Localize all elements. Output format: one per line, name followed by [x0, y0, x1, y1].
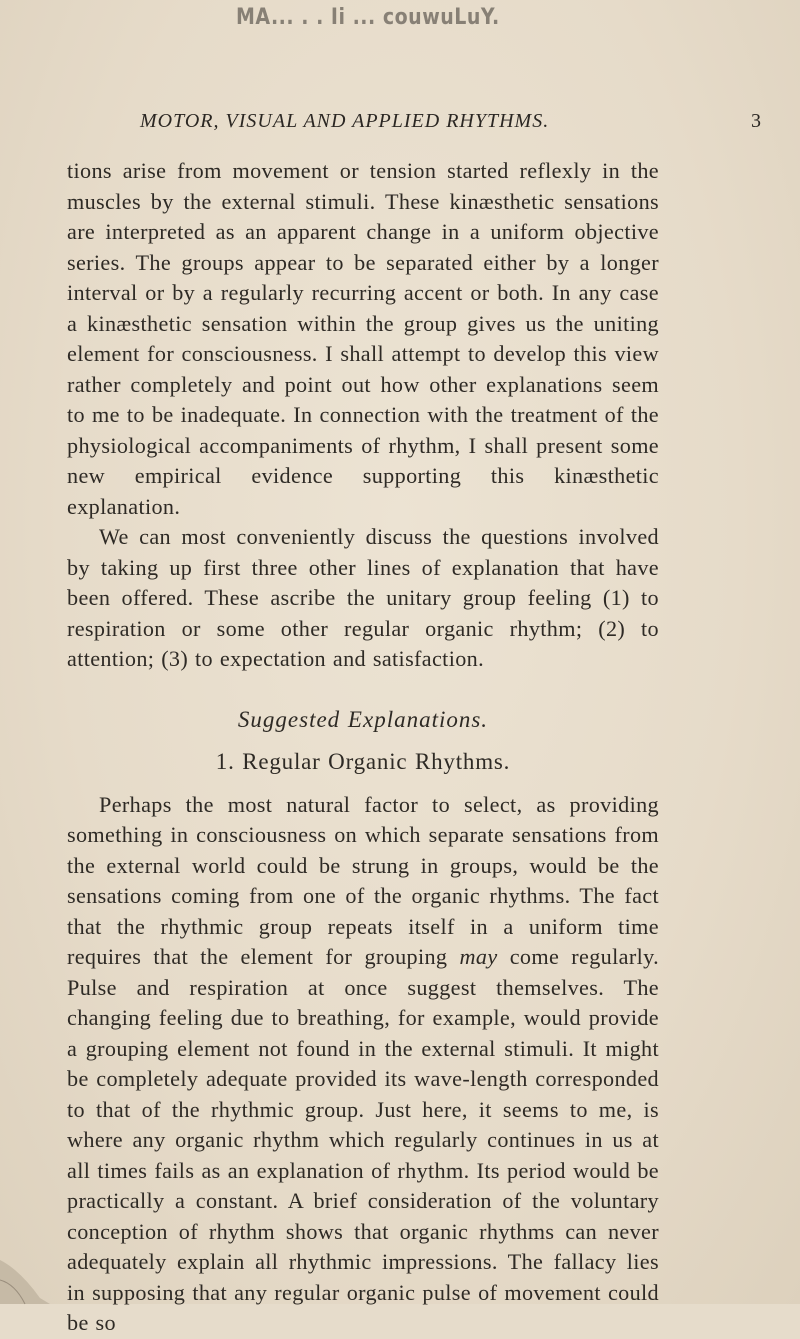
paragraph-3 — [67, 790, 659, 1339]
body-text — [67, 156, 659, 1339]
running-head-title: MOTOR, VISUAL AND APPLIED RHYTHMS. — [140, 110, 550, 132]
section-title: Suggested Explanations. — [237, 706, 489, 732]
paragraph-3-part-2: come regularly. Pulse and respiration at once suggest themselves. The changing feeling due to breathing, for example, would provide a grouping element not found in the external stimuli. It might be completely adequate provided its wave-length corresponded to that of the rhythmic group. Just here, it seems to me, is where any organic rhythm which regularly continues in us at all times fails as an explanation of rhythm. Its period would be practically a constant. A brief consideration of the voluntary conception of rhythm shows that organic rhythms can never adequately explain all rhythmic impressions. The fallacy lies in supposing that any regular organic pulse of movement could be so — [67, 944, 659, 1335]
running-head — [140, 110, 770, 133]
bleed-through-text: MA... . . Ii ... couwuLuY. — [236, 4, 500, 30]
paragraph-3-part-1: Perhaps the most natural factor to select, as providing something in consciousness on which separate sensations from the external world could be strung in groups, would be the sensations coming from one of the organic rhythms. The fact that the rhythmic group repeats itself in a uniform time requires that the element for grouping — [67, 791, 659, 969]
page-edge-smudge — [0, 1240, 50, 1304]
paragraph-1: tions arise from movement or tension started reflexly in the muscles by the external stimuli. These kinæsthetic sensations are interpreted as an apparent change in a uniform objective series. The groups appear to be separated either by a longer interval or by a regularly recurring accent or both. In any case a kinæsthetic sensation within the group gives us the uniting element for consciousness. I shall attempt to develop this view rather completely and point out how other explanations seem to me to be inadequate. In connection with the treatment of the physiological accompaniments of rhythm, I shall present some new empirical evidence supporting this kinæsthetic explanation. — [67, 158, 659, 519]
page-number: 3 — [751, 110, 762, 132]
paragraph-2: We can most conveniently discuss the questions involved by taking up first three other lines of explanation that have been offered. These ascribe the unitary group feeling (1) to respiration or some other regular organic rhythm; (2) to attention; (3) to expectation and satisfaction. — [67, 524, 659, 671]
sub-section-title: 1. Regular Organic Rhythms. — [215, 749, 511, 774]
emphasis-may: may — [459, 944, 498, 969]
